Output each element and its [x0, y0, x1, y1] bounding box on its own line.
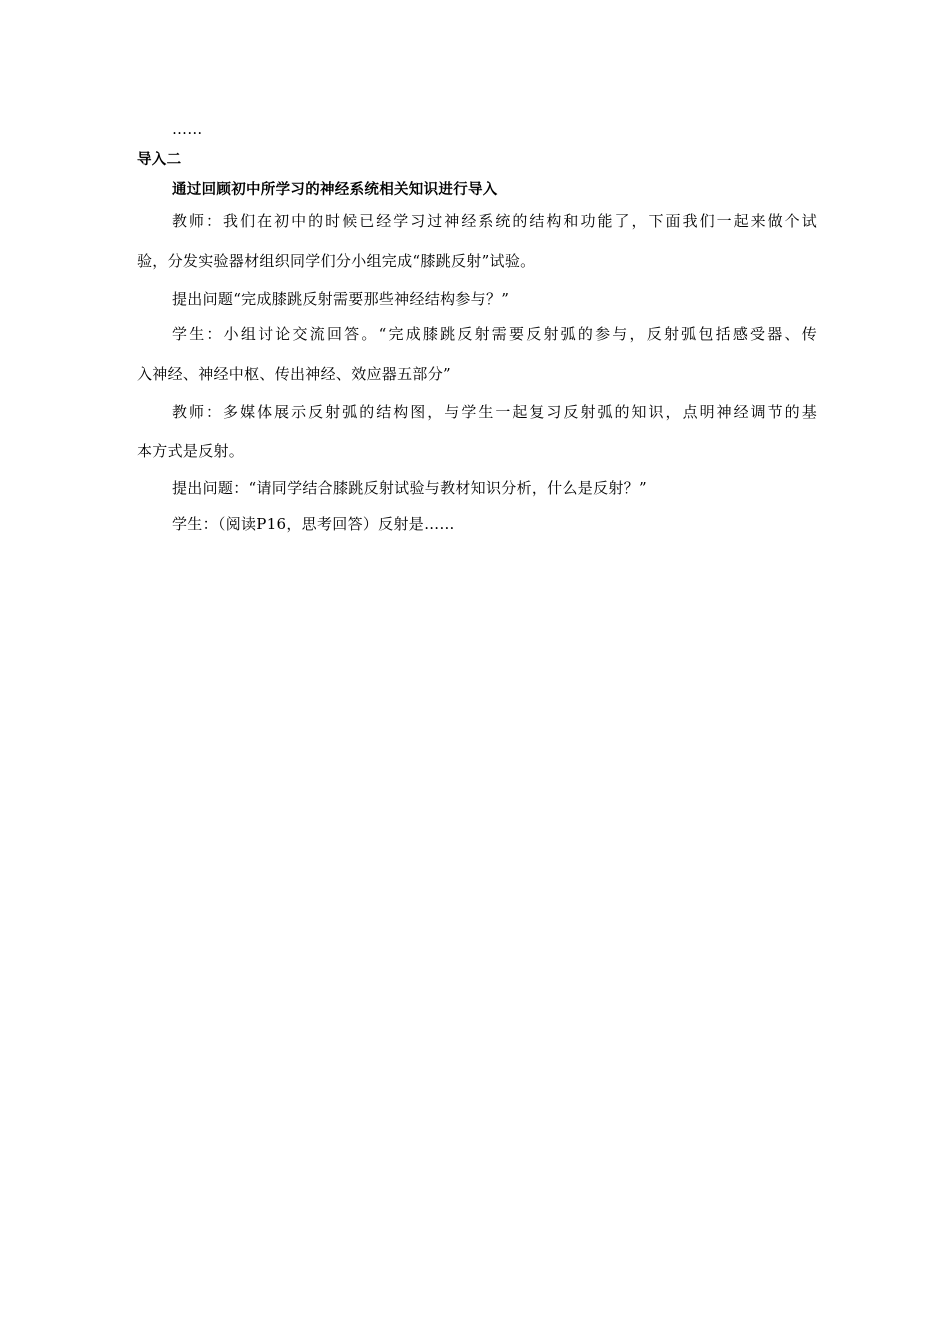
paragraph-student-1-line-1: 学生：小组讨论交流回答。“完成膝跳反射需要反射弧的参与，反射弧包括感受器、传	[172, 325, 817, 343]
ellipsis-text: ……	[172, 120, 203, 138]
paragraph-student-2: 学生：（阅读P16，思考回答）反射是……	[172, 515, 455, 533]
paragraph-student-1-line-2: 入神经、神经中枢、传出神经、效应器五部分”	[137, 365, 451, 383]
paragraph-question-1: 提出问题“完成膝跳反射需要那些神经结构参与？”	[172, 290, 510, 308]
paragraph-teacher-1-line-2: 验，分发实验器材组织同学们分小组完成“膝跳反射”试验。	[137, 252, 536, 270]
paragraph-teacher-2-line-2: 本方式是反射。	[137, 442, 245, 460]
section-heading: 导入二	[137, 152, 182, 168]
paragraph-teacher-2-line-1: 教师：多媒体展示反射弧的结构图，与学生一起复习反射弧的知识，点明神经调节的基	[172, 403, 817, 421]
section-subheading: 通过回顾初中所学习的神经系统相关知识进行导入	[172, 182, 498, 198]
paragraph-teacher-1-line-1: 教师：我们在初中的时候已经学习过神经系统的结构和功能了，下面我们一起来做个试	[172, 212, 817, 230]
paragraph-question-2: 提出问题：“请同学结合膝跳反射试验与教材知识分析，什么是反射？”	[172, 479, 647, 497]
